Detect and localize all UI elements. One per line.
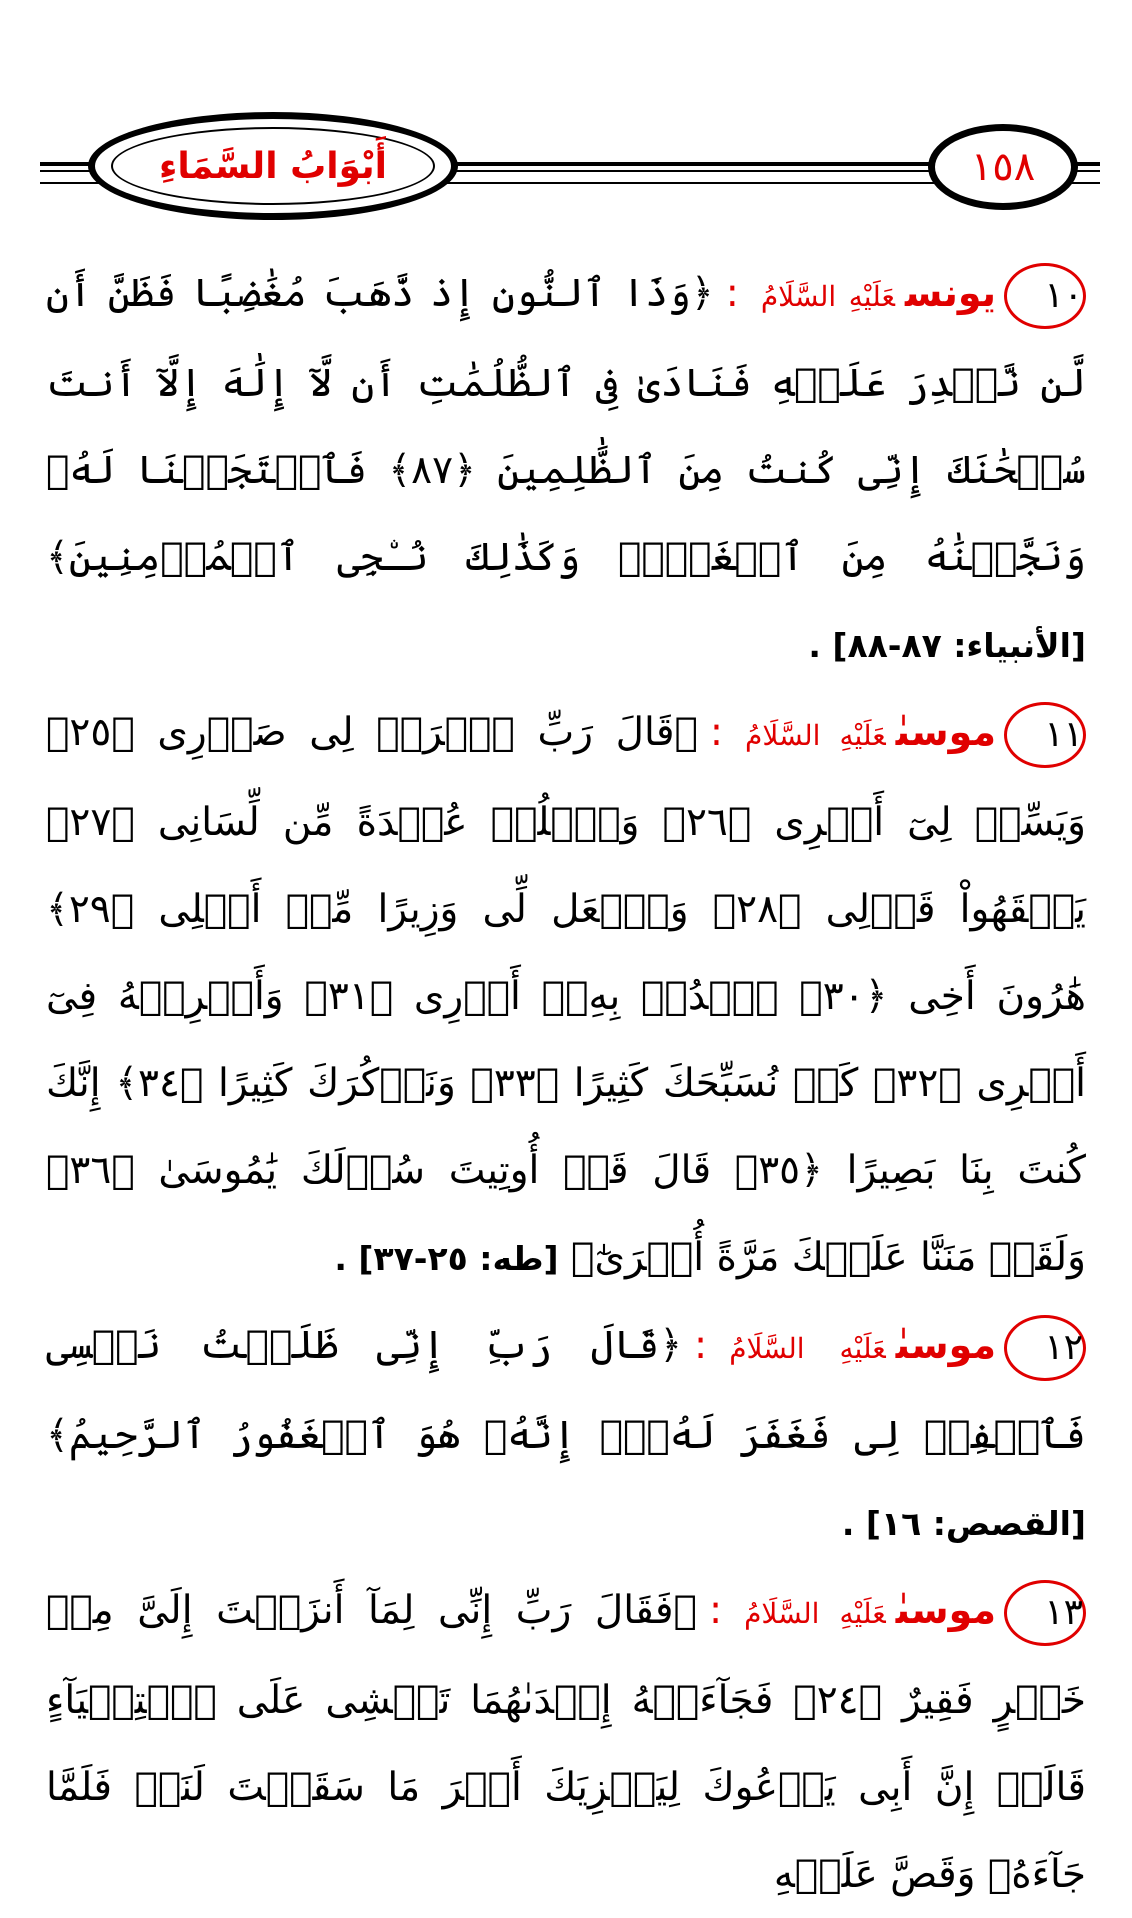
prophet-name: موسىٰ [895, 1588, 996, 1632]
verse-text: ﴿فَقَالَ رَبِّ إِنِّى لِمَآ أَنزَلۡتَ إِلَىَّ مِنۡ خَيۡرٍ فَقِيرٌ ﴿٢٤﴾ فَجَآءَتۡهُ إِحۡدَىٰهُمَا تَمۡشِى عَلَى ٱسۡتِحۡيَآءٍ قَالَتۡ إِنَّ أَبِى يَدۡعُوكَ لِيَجۡزِيَكَ أَجۡرَ مَا سَقَيۡتَ لَنَاۚ فَلَمَّا جَآءَهُۥ وَقَصَّ عَلَيۡهِ [46, 1588, 1086, 1897]
supplication-section [46, 250, 1086, 689]
page-body [46, 250, 1086, 1918]
verse-text: ﴿قَالَ رَبِّ إِنِّى ظَلَمۡتُ نَفۡسِى فَٱغۡفِرۡ لِى فَغَفَرَ لَهُۥٓۚ إِنَّهُۥ هُوَ ٱلۡغَفُورُ ٱلرَّحِيمُ﴾ [46, 1323, 1086, 1458]
honorific: عَلَيْهِ السَّلَامُ [729, 1332, 886, 1365]
verse-reference: [القصص: ١٦] . [841, 1504, 1086, 1543]
page-header [40, 112, 1100, 232]
prophet-name: موسىٰ [895, 710, 996, 754]
supplication-section [46, 689, 1086, 1302]
honorific: عَلَيْهِ السَّلَامُ [744, 1597, 886, 1630]
separator-colon: : [694, 1323, 708, 1368]
prophet-name: يونس [904, 271, 996, 315]
page-number: ١٥٨ [970, 144, 1036, 190]
page-number-frame [928, 124, 1078, 210]
honorific: عَلَيْهِ السَّلَامُ [745, 719, 886, 752]
prophet-name: موسىٰ [895, 1323, 996, 1367]
supplication-section [46, 1302, 1086, 1567]
separator-colon: : [725, 271, 739, 316]
honorific: عَلَيْهِ السَّلَامُ [760, 280, 895, 313]
separator-colon: : [708, 1588, 723, 1633]
section-number-circle: ١٠ [1004, 263, 1086, 329]
section-number-circle: ١١ [1004, 702, 1086, 768]
chapter-title: أَبْوَابُ السَّمَاءِ [158, 145, 388, 187]
verse-reference: [طه: ٢٥-٣٧] . [334, 1239, 559, 1278]
supplication-section [46, 1567, 1086, 1918]
verse-text: ﴿وَذَا ٱلنُّونِ إِذ ذَّهَبَ مُغَٰضِبًا فَظَنَّ أَن لَّن نَّقۡدِرَ عَلَيۡهِ فَنَادَىٰ فِى ٱلظُّلُمَٰتِ أَن لَّآ إِلَٰهَ إِلَّآ أَنتَ سُبۡحَٰنَكَ إِنِّى كُنتُ مِنَ ٱلظَّٰلِمِينَ ﴿٨٧﴾ فَٱسۡتَجَبۡنَا لَهُۥ وَنَجَّيۡنَٰهُ مِنَ ٱلۡغَمِّۚ وَكَذَٰلِكَ نُـۨجِى ٱلۡمُؤۡمِنِينَ﴾ [46, 271, 1086, 580]
section-number-circle: ١٣ [1004, 1580, 1086, 1646]
section-number-circle: ١٢ [1004, 1315, 1086, 1381]
verse-reference: [الأنبياء: ٨٧-٨٨] . [808, 626, 1086, 665]
separator-colon: : [709, 710, 724, 755]
chapter-title-frame [88, 112, 458, 220]
chapter-title-inner-frame [111, 127, 435, 205]
verse-text: ﴿قَالَ رَبِّ ٱشۡرَحۡ لِى صَدۡرِى ﴿٢٥﴾ وَيَسِّرۡ لِىٓ أَمۡرِى ﴿٢٦﴾ وَٱحۡلُلۡ عُقۡدَةً مِّن لِّسَانِى ﴿٢٧﴾ يَفۡقَهُواْ قَوۡلِى ﴿٢٨﴾ وَٱجۡعَل لِّى وَزِيرًا مِّنۡ أَهۡلِى ﴿٢٩﴾ هَٰرُونَ أَخِى ﴿٣٠﴾ ٱشۡدُدۡ بِهِۦٓ أَزۡرِى ﴿٣١﴾ وَأَشۡرِكۡهُ فِىٓ أَمۡرِى ﴿٣٢﴾ كَىۡ نُسَبِّحَكَ كَثِيرًا ﴿٣٣﴾ وَنَذۡكُرَكَ كَثِيرًا ﴿٣٤﴾ إِنَّكَ كُنتَ بِنَا بَصِيرًا ﴿٣٥﴾ قَالَ قَدۡ أُوتِيتَ سُؤۡلَكَ يَٰمُوسَىٰ ﴿٣٦﴾ وَلَقَدۡ مَنَنَّا عَلَيۡكَ مَرَّةً أُخۡرَىٰٓ﴾ [46, 710, 1087, 1280]
